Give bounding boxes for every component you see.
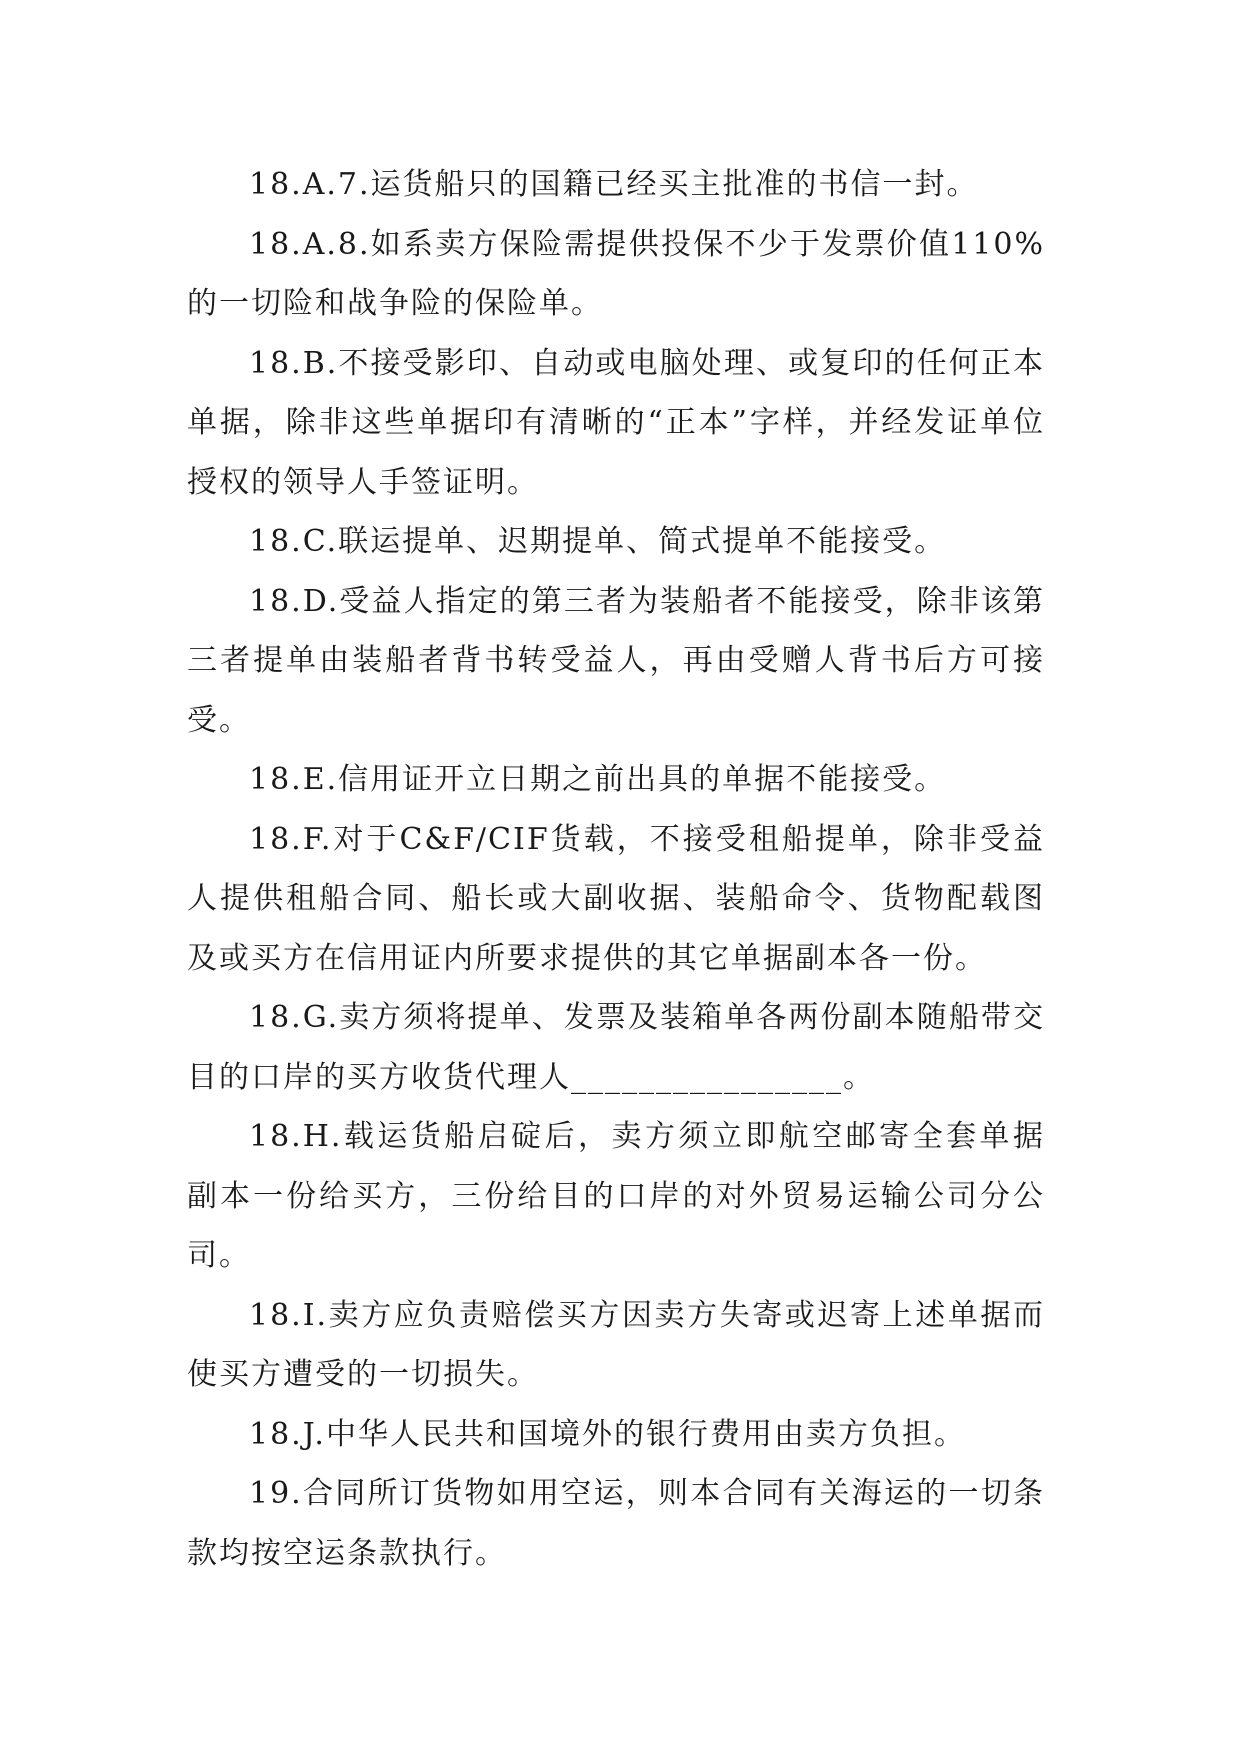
clause-18-a-8: 18.A.8.如系卖方保险需提供投保不少于发票价值110%的一切险和战争险的保险单。 [187, 226, 1045, 321]
clause-18-i: 18.I.卖方应负责赔偿买方因卖方失寄或迟寄上述单据而使买方遭受的一切损失。 [187, 1297, 1045, 1392]
clause-18-a-7: 18.A.7.运货船只的国籍已经买主批准的书信一封。 [249, 167, 979, 202]
clause-19: 19.合同所订货物如用空运，则本合同有关海运的一切条款均按空运条款执行。 [187, 1476, 1045, 1571]
clause-18-e: 18.E.信用证开立日期之前出具的单据不能接受。 [249, 762, 947, 797]
document-page [187, 155, 1045, 1583]
clause-18-h: 18.H.载运货船启碇后，卖方须立即航空邮寄全套单据副本一份给买方，三份给目的口岸的对外贸易运输公司分公司。 [187, 1119, 1045, 1273]
clause-18-g: 18.G.卖方须将提单、发票及装箱单各两份副本随船带交目的口岸的买方收货代理人________________。 [187, 1000, 1045, 1095]
clause-18-b: 18.B.不接受影印、自动或电脑处理、或复印的任何正本单据，除非这些单据印有清晰的“正本”字样，并经发证单位授权的领导人手签证明。 [187, 345, 1045, 500]
clause-18-c: 18.C.联运提单、迟期提单、简式提单不能接受。 [249, 524, 947, 559]
clause-18-j: 18.J.中华人民共和国境外的银行费用由卖方负担。 [249, 1416, 966, 1452]
clause-18-d: 18.D.受益人指定的第三者为装船者不能接受，除非该第三者提单由装船者背书转受益人，再由受赠人背书后方可接受。 [187, 583, 1045, 738]
clause-18-f: 18.F.对于C&F/CIF货载，不接受租船提单，除非受益人提供租船合同、船长或大副收据、装船命令、货物配载图及或买方在信用证内所要求提供的其它单据副本各一份。 [187, 821, 1045, 976]
